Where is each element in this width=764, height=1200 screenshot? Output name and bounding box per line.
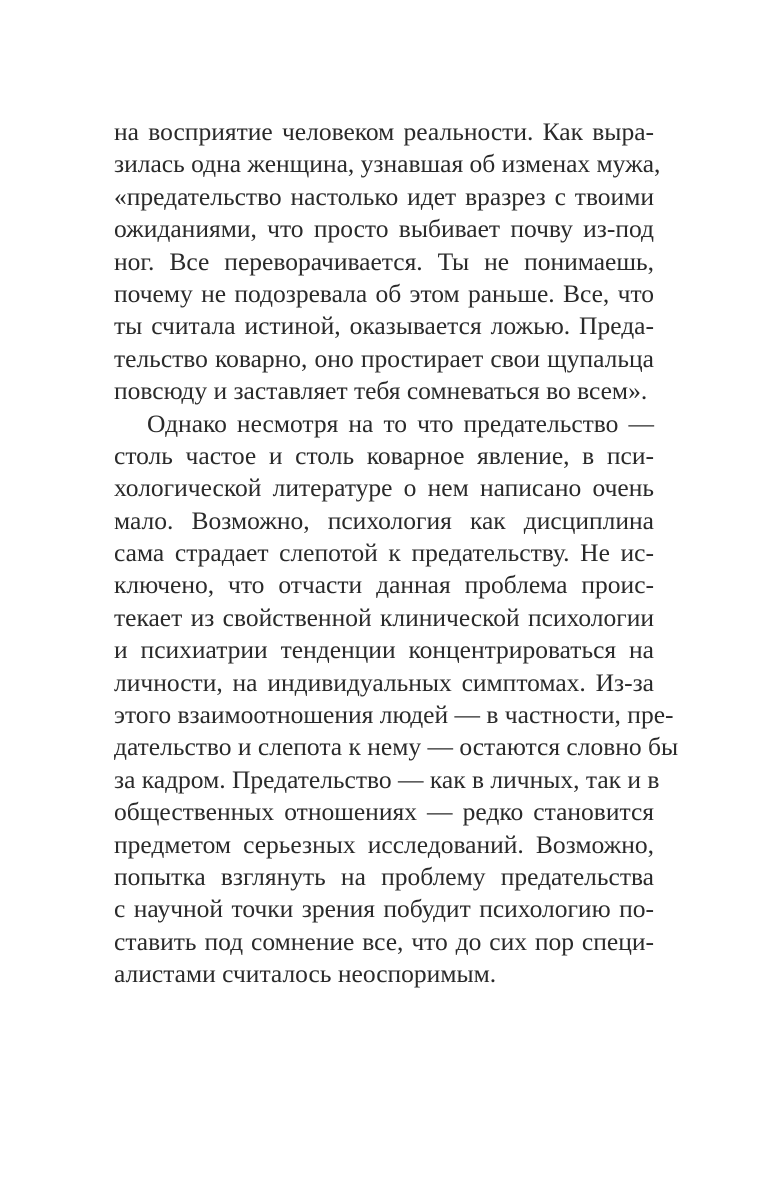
text-line: этого взаимоотношения людей — в частности, пре- bbox=[114, 700, 674, 730]
text-line: ключено, что отчасти данная проблема проис- bbox=[114, 570, 654, 600]
text-line: ты считала истиной, оказывается ложью. Преда- bbox=[114, 311, 654, 341]
text-line: дательство и слепота к нему — остаются словно бы bbox=[114, 732, 679, 762]
text-line: алистами считалось неоспоримым. bbox=[114, 959, 497, 989]
text-line: предметом серьезных исследований. Возможно, bbox=[114, 829, 654, 859]
text-line: столь частое и столь коварное явление, в пси- bbox=[114, 440, 654, 470]
text-line: хологической литературе о нем написано очень bbox=[114, 473, 654, 503]
text-line: ожиданиями, что просто выбивает почву из-под bbox=[114, 214, 654, 244]
text-line: почему не подозревала об этом раньше. Все, что bbox=[114, 278, 654, 308]
text-line: и психиатрии тенденции концентрироваться на bbox=[114, 635, 654, 665]
text-line: тельство коварно, оно простирает свои щупальца bbox=[114, 343, 654, 373]
text-line: общественных отношениях — редко становится bbox=[114, 797, 654, 827]
text-line: зилась одна женщина, узнавшая об изменах мужа, bbox=[114, 149, 661, 179]
text-line: за кадром. Предательство — как в личных, так и в bbox=[114, 764, 660, 794]
text-line: повсюду и заставляет тебя сомневаться во всем». bbox=[114, 376, 648, 406]
text-line: ног. Все переворачивается. Ты не понимаешь, bbox=[114, 246, 654, 276]
text-line: личности, на индивидуальных симптомах. Из-за bbox=[114, 667, 654, 697]
text-line: ставить под сомнение все, что до сих пор специ- bbox=[114, 926, 654, 956]
text-line: сама страдает слепотой к предательству. Не ис- bbox=[114, 538, 654, 568]
text-line: текает из свойственной клинической психологии bbox=[114, 602, 654, 632]
text-line: на восприятие человеком реальности. Как выра- bbox=[114, 117, 654, 146]
paragraph-first-line: Однако несмотря на то что предательство — bbox=[147, 408, 654, 438]
text-line: с научной точки зрения побудит психологию по- bbox=[114, 894, 654, 924]
text-line: мало. Возможно, психология как дисциплина bbox=[114, 505, 654, 535]
body-text bbox=[114, 116, 679, 991]
text-line: «предательство настолько идет вразрез с твоими bbox=[114, 181, 654, 211]
text-line: попытка взглянуть на проблему предательства bbox=[114, 861, 654, 891]
